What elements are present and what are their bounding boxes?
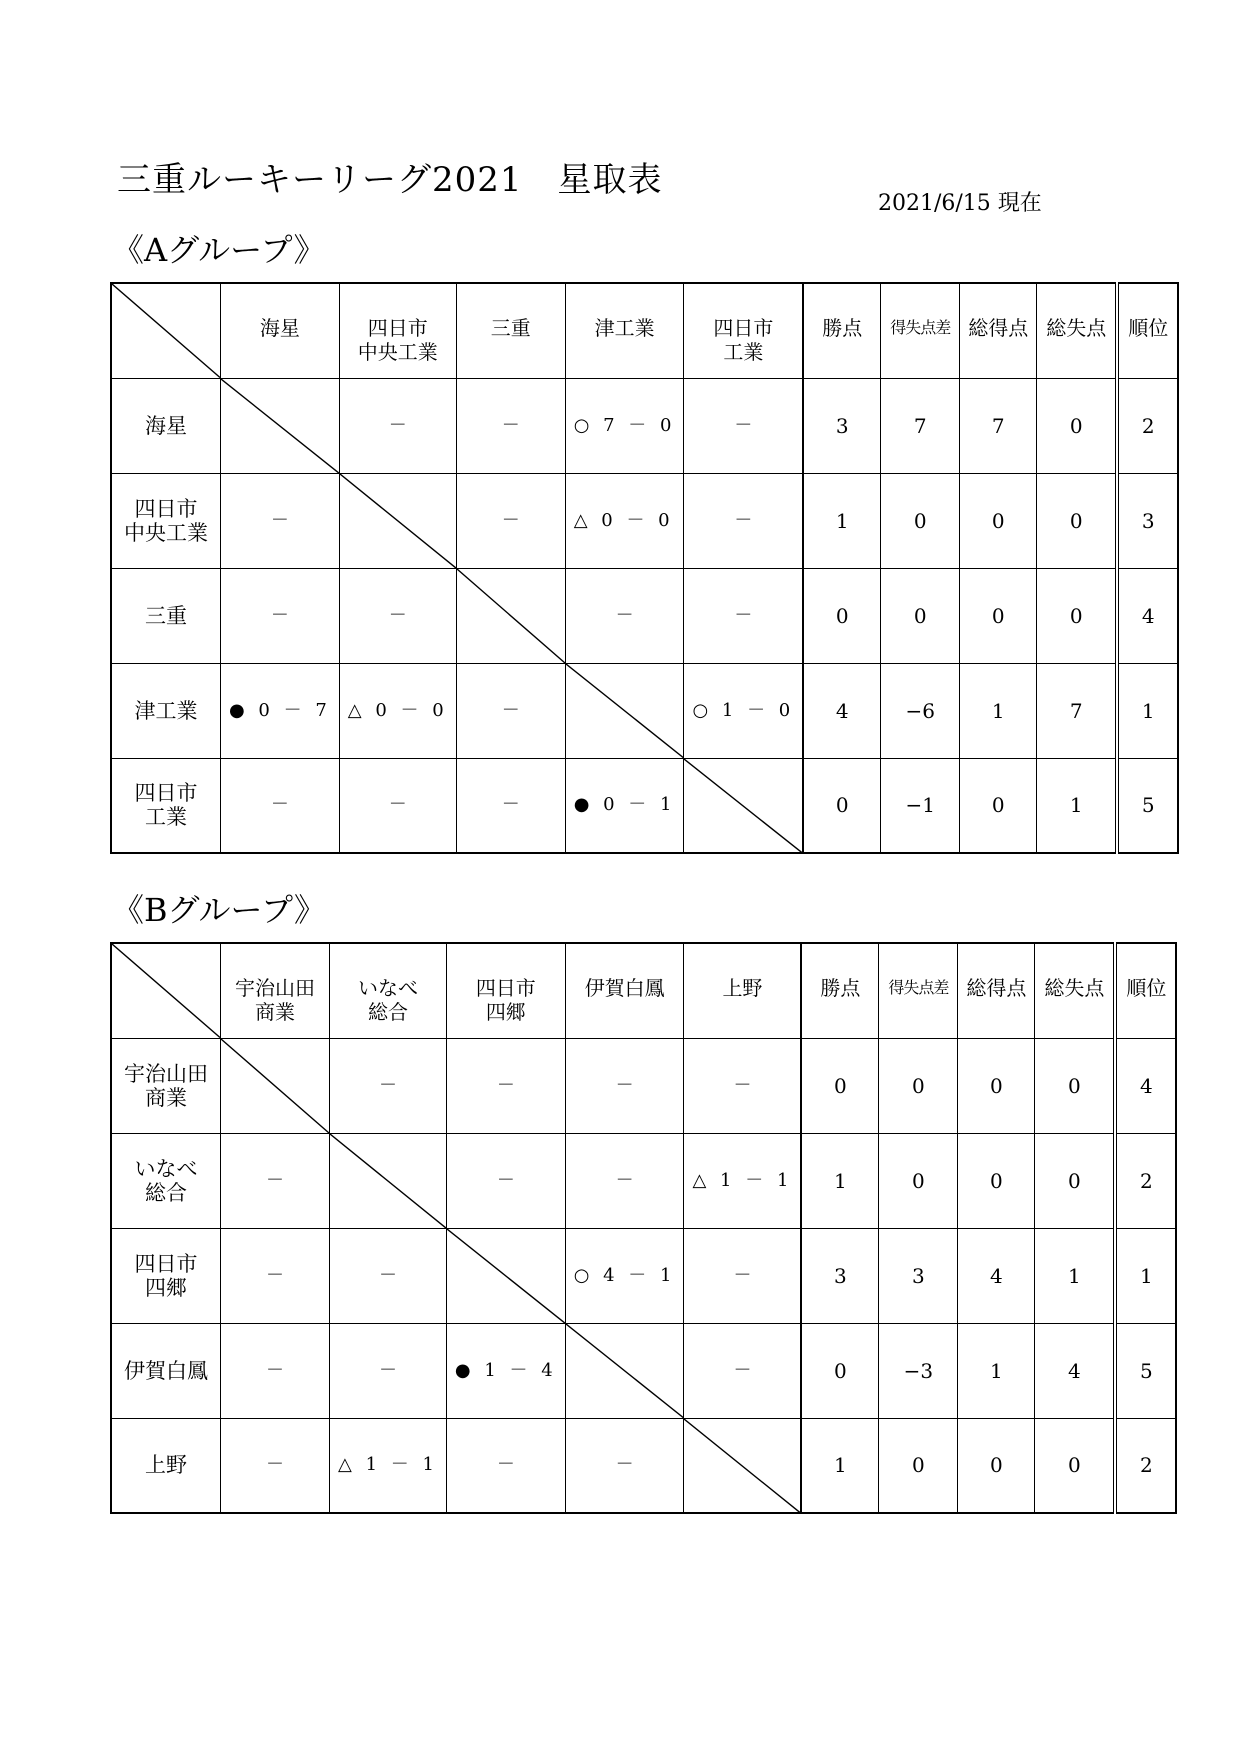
stat-diff: 0 (881, 568, 960, 663)
result-cell: － (446, 1133, 565, 1228)
stat-gf: 0 (960, 758, 1037, 853)
stat-points: 3 (803, 378, 881, 473)
match-result: ○ 1 － 0 (692, 699, 795, 721)
table-row (111, 1228, 1176, 1323)
group-b-heading: 《Bグループ》 (112, 891, 326, 929)
row-header-team (111, 568, 221, 663)
stat-rank: 2 (1115, 1133, 1176, 1228)
stat-ga: 1 (1035, 1228, 1116, 1323)
team-label-line: 宇治山田 (124, 1061, 208, 1086)
stat-points: 4 (803, 663, 881, 758)
match-result: △ 0 － 0 (573, 509, 674, 531)
result-cell (565, 758, 684, 853)
match-result: ● 0 － 1 (573, 794, 676, 816)
result-cell: － (330, 1228, 447, 1323)
stat-ga: 1 (1037, 758, 1118, 853)
diagonal-cell (684, 1418, 801, 1513)
column-header-stat: 順位 (1115, 943, 1176, 1038)
header-row (111, 943, 1176, 1038)
stat-diff: −6 (881, 663, 960, 758)
result-cell: － (456, 758, 565, 853)
result-cell (565, 1228, 684, 1323)
column-header-team (565, 943, 684, 1038)
team-label-line: 四日市 (713, 316, 774, 340)
team-label-line: 商業 (255, 1000, 295, 1024)
table-row (111, 378, 1178, 473)
diagonal-cell (446, 1228, 565, 1323)
diagonal-cell (684, 758, 803, 853)
stat-rank: 5 (1115, 1323, 1176, 1418)
column-header-team (339, 283, 456, 378)
row-header-team (111, 663, 221, 758)
stat-diff: 7 (881, 378, 960, 473)
stat-ga: 0 (1037, 568, 1118, 663)
stat-gf: 1 (958, 1323, 1035, 1418)
stat-rank: 3 (1117, 473, 1178, 568)
stat-points: 1 (801, 1133, 879, 1228)
team-label-line: 工業 (145, 805, 187, 830)
stat-rank: 4 (1117, 568, 1178, 663)
team-label-line: 中央工業 (124, 520, 208, 545)
result-cell: － (565, 568, 684, 663)
result-cell: － (330, 1038, 447, 1133)
team-label-line: 工業 (723, 340, 764, 364)
result-cell (684, 663, 803, 758)
row-header-team (111, 378, 221, 473)
team-label-line: 津工業 (134, 698, 198, 723)
team-label-line: 総合 (367, 1000, 408, 1024)
result-cell: － (221, 1133, 330, 1228)
team-label-line: 四郷 (485, 1000, 526, 1024)
result-cell (330, 1418, 447, 1513)
row-header-team (111, 1323, 221, 1418)
stat-ga: 7 (1037, 663, 1118, 758)
stat-gf: 0 (958, 1133, 1035, 1228)
stat-rank: 1 (1117, 663, 1178, 758)
stat-points: 0 (803, 568, 881, 663)
team-label-line: 上野 (722, 976, 763, 1000)
result-cell: － (221, 758, 340, 853)
stat-points: 0 (803, 758, 881, 853)
group-a-standings-table (110, 282, 1179, 854)
team-label-line: 四日市 (367, 316, 428, 340)
column-header-stat: 得失点差 (881, 283, 960, 378)
diagonal-cell (565, 663, 684, 758)
table-row (111, 1133, 1176, 1228)
stat-ga: 0 (1035, 1418, 1116, 1513)
diagonal-cell (565, 1323, 684, 1418)
stat-points: 1 (803, 473, 881, 568)
stat-rank: 2 (1115, 1418, 1176, 1513)
column-header-stat: 総得点 (960, 283, 1037, 378)
column-header-stat: 勝点 (801, 943, 879, 1038)
result-cell: － (446, 1418, 565, 1513)
stat-gf: 4 (958, 1228, 1035, 1323)
row-header-team (111, 1133, 221, 1228)
diagonal-cell (221, 1038, 330, 1133)
stat-gf: 1 (960, 663, 1037, 758)
column-header-stat: 順位 (1117, 283, 1178, 378)
stat-ga: 0 (1037, 473, 1118, 568)
stat-rank: 1 (1115, 1228, 1176, 1323)
group-b-standings-table (110, 942, 1177, 1514)
team-label-line: 四郷 (145, 1275, 187, 1300)
result-cell: － (339, 378, 456, 473)
stat-diff: 0 (881, 473, 960, 568)
result-cell (684, 1133, 801, 1228)
stat-diff: −1 (881, 758, 960, 853)
result-cell: － (684, 473, 803, 568)
table-row (111, 1323, 1176, 1418)
team-label-line: 四日市 (475, 976, 536, 1000)
match-result: ● 0 － 7 (229, 699, 331, 721)
column-header-team (565, 283, 684, 378)
column-header-stat: 勝点 (803, 283, 881, 378)
team-label-line: 海星 (145, 413, 187, 438)
row-header-team (111, 473, 221, 568)
team-label-line: 海星 (259, 316, 300, 340)
result-cell: － (565, 1133, 684, 1228)
result-cell: － (339, 758, 456, 853)
stat-points: 3 (801, 1228, 879, 1323)
stat-points: 0 (801, 1323, 879, 1418)
result-cell (565, 473, 684, 568)
team-label-line: 上野 (145, 1453, 187, 1478)
stat-diff: 0 (879, 1038, 958, 1133)
stat-diff: −3 (879, 1323, 958, 1418)
column-header-team (684, 943, 801, 1038)
diagonal-cell (339, 473, 456, 568)
result-cell: － (221, 1323, 330, 1418)
corner-cell (111, 943, 221, 1038)
result-cell (339, 663, 456, 758)
result-cell: － (684, 1228, 801, 1323)
team-label-line: いなべ (134, 1156, 198, 1181)
result-cell: － (456, 473, 565, 568)
result-cell (565, 378, 684, 473)
column-header-stat: 得失点差 (879, 943, 958, 1038)
table-row (111, 473, 1178, 568)
table-row (111, 1038, 1176, 1133)
stat-gf: 0 (960, 473, 1037, 568)
column-header-team (456, 283, 565, 378)
result-cell: － (456, 378, 565, 473)
match-result: △ 1 － 1 (338, 1454, 438, 1476)
corner-cell (111, 283, 221, 378)
diagonal-cell (221, 378, 340, 473)
table-row (111, 1418, 1176, 1513)
column-header-team (221, 283, 340, 378)
match-result: ● 1 － 4 (454, 1359, 557, 1381)
header-row (111, 283, 1178, 378)
diagonal-cell (330, 1133, 447, 1228)
stat-gf: 7 (960, 378, 1037, 473)
result-cell: － (684, 1038, 801, 1133)
result-cell: － (565, 1418, 684, 1513)
stat-gf: 0 (958, 1418, 1035, 1513)
team-label-line: 四日市 (134, 781, 198, 806)
team-label-line: 三重 (490, 316, 531, 340)
team-label-line: 四日市 (134, 496, 198, 521)
diagonal-cell (456, 568, 565, 663)
stat-gf: 0 (958, 1038, 1035, 1133)
row-header-team (111, 1228, 221, 1323)
team-label-line: 総合 (145, 1180, 187, 1205)
column-header-team (446, 943, 565, 1038)
match-result: ○ 4 － 1 (573, 1264, 676, 1286)
team-label-line: 商業 (145, 1085, 187, 1110)
stat-diff: 3 (879, 1228, 958, 1323)
team-label-line: 三重 (145, 603, 187, 628)
row-header-team (111, 1038, 221, 1133)
result-cell: － (684, 1323, 801, 1418)
row-header-team (111, 1418, 221, 1513)
result-cell: － (684, 568, 803, 663)
group-a-heading: 《Aグループ》 (112, 231, 326, 269)
page-title: 三重ルーキーリーグ2021 星取表 (117, 160, 663, 200)
team-label-line: 伊賀白鳳 (584, 976, 665, 1000)
stat-rank: 4 (1115, 1038, 1176, 1133)
result-cell (221, 663, 340, 758)
stat-ga: 0 (1035, 1133, 1116, 1228)
result-cell: － (456, 663, 565, 758)
stat-ga: 4 (1035, 1323, 1116, 1418)
result-cell: － (565, 1038, 684, 1133)
column-header-team (330, 943, 447, 1038)
stat-rank: 5 (1117, 758, 1178, 853)
team-label-line: 宇治山田 (235, 976, 315, 1000)
result-cell: － (221, 473, 340, 568)
column-header-stat: 総失点 (1037, 283, 1118, 378)
match-result: △ 0 － 0 (347, 699, 448, 721)
result-cell: － (221, 1418, 330, 1513)
stat-diff: 0 (879, 1418, 958, 1513)
column-header-team (221, 943, 330, 1038)
as-of-date: 2021/6/15 現在 (878, 191, 1042, 216)
stat-diff: 0 (879, 1133, 958, 1228)
column-header-team (684, 283, 803, 378)
team-label-line: 中央工業 (357, 340, 438, 364)
stat-rank: 2 (1117, 378, 1178, 473)
team-label-line: 四日市 (134, 1251, 198, 1276)
row-header-team (111, 758, 221, 853)
result-cell: － (684, 378, 803, 473)
table-row (111, 568, 1178, 663)
match-result: ○ 7 － 0 (573, 414, 676, 436)
team-label-line: いなべ (357, 976, 418, 1000)
result-cell: － (221, 1228, 330, 1323)
result-cell (446, 1323, 565, 1418)
stat-ga: 0 (1035, 1038, 1116, 1133)
match-result: △ 1 － 1 (692, 1169, 793, 1191)
result-cell: － (446, 1038, 565, 1133)
column-header-stat: 総失点 (1035, 943, 1116, 1038)
column-header-stat: 総得点 (958, 943, 1035, 1038)
stat-points: 0 (801, 1038, 879, 1133)
table-row (111, 758, 1178, 853)
result-cell: － (339, 568, 456, 663)
result-cell: － (330, 1323, 447, 1418)
table-row (111, 663, 1178, 758)
stat-ga: 0 (1037, 378, 1118, 473)
result-cell: － (221, 568, 340, 663)
stat-points: 1 (801, 1418, 879, 1513)
team-label-line: 伊賀白鳳 (124, 1358, 208, 1383)
team-label-line: 津工業 (594, 316, 655, 340)
stat-gf: 0 (960, 568, 1037, 663)
